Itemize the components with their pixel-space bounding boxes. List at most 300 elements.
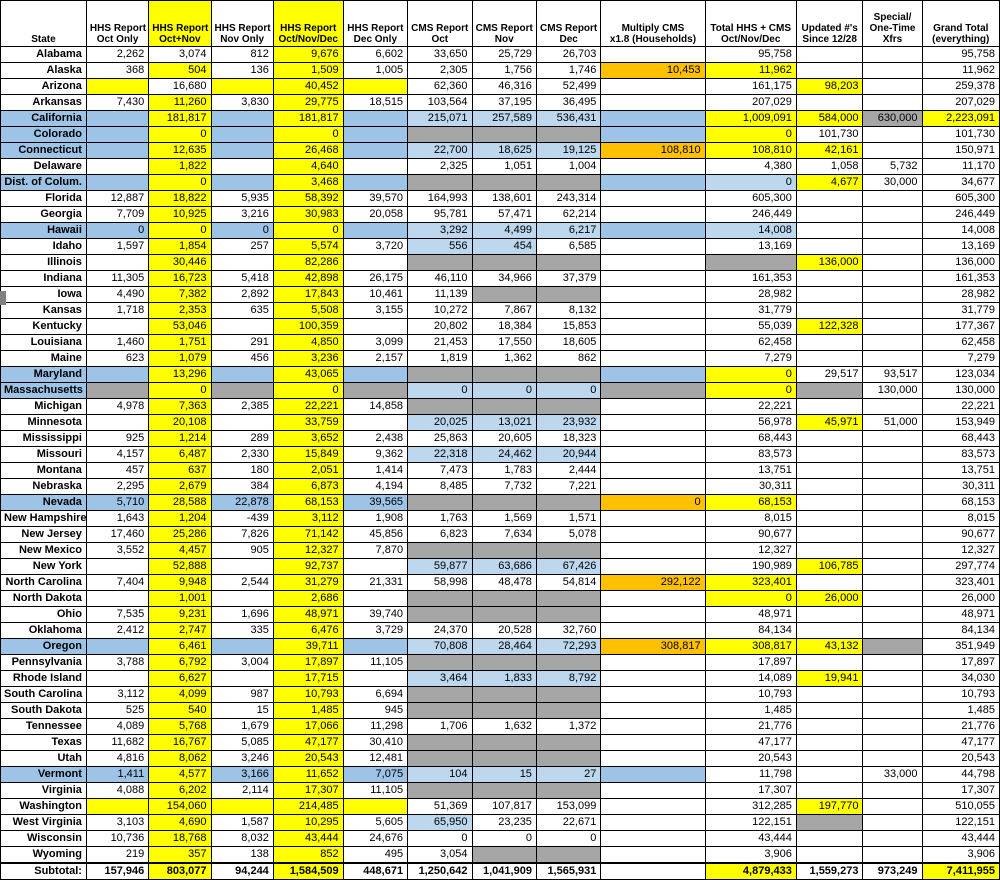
table-cell[interactable]: 5,732 [863, 159, 922, 175]
table-cell[interactable]: 20,543 [273, 751, 343, 767]
table-cell[interactable]: 43,444 [922, 831, 999, 847]
table-cell[interactable] [863, 399, 922, 415]
table-cell[interactable]: 22,221 [273, 399, 343, 415]
table-cell[interactable]: 3,099 [343, 335, 407, 351]
table-cell[interactable]: 8,485 [408, 479, 472, 495]
table-cell[interactable]: 0 [211, 223, 273, 239]
table-cell[interactable]: 10,736 [86, 831, 148, 847]
table-cell[interactable] [601, 623, 705, 639]
row-header-state[interactable]: Oklahoma [1, 623, 87, 639]
table-cell[interactable]: 8,015 [705, 511, 796, 527]
table-cell[interactable] [408, 367, 472, 383]
table-cell[interactable] [86, 255, 148, 271]
table-cell[interactable]: 11,105 [343, 783, 407, 799]
row-header-state[interactable]: Texas [1, 735, 87, 751]
table-cell[interactable]: 6,823 [408, 527, 472, 543]
table-cell[interactable] [472, 399, 536, 415]
table-cell[interactable] [796, 271, 863, 287]
table-cell[interactable]: 136,000 [922, 255, 999, 271]
row-header-state[interactable]: North Carolina [1, 575, 87, 591]
table-cell[interactable] [343, 415, 407, 431]
table-cell[interactable]: 635 [211, 303, 273, 319]
table-cell[interactable]: 197,770 [796, 799, 863, 815]
table-cell[interactable]: 18,768 [149, 831, 211, 847]
table-cell[interactable]: 3,830 [211, 95, 273, 111]
table-cell[interactable]: 5,710 [86, 495, 148, 511]
table-cell[interactable]: 12,327 [922, 543, 999, 559]
table-cell[interactable]: 308,817 [601, 639, 705, 655]
table-cell[interactable]: 3,074 [149, 47, 211, 63]
table-cell[interactable]: 1,485 [922, 703, 999, 719]
table-cell[interactable]: 130,000 [922, 383, 999, 399]
table-cell[interactable] [796, 191, 863, 207]
table-cell[interactable]: 6,585 [536, 239, 600, 255]
table-cell[interactable]: 8,132 [536, 303, 600, 319]
table-cell[interactable]: 71,142 [273, 527, 343, 543]
table-cell[interactable]: 42,161 [796, 143, 863, 159]
table-cell[interactable] [86, 559, 148, 575]
row-header-state[interactable]: Minnesota [1, 415, 87, 431]
table-cell[interactable]: 1,001 [149, 591, 211, 607]
table-cell[interactable] [536, 399, 600, 415]
table-cell[interactable] [211, 591, 273, 607]
table-cell[interactable] [536, 607, 600, 623]
table-cell[interactable] [863, 47, 922, 63]
table-cell[interactable] [863, 447, 922, 463]
table-cell[interactable]: 95,758 [922, 47, 999, 63]
table-cell[interactable]: 62,214 [536, 207, 600, 223]
table-cell[interactable] [536, 543, 600, 559]
table-cell[interactable] [796, 687, 863, 703]
table-cell[interactable] [536, 687, 600, 703]
table-cell[interactable]: 1,696 [211, 607, 273, 623]
table-cell[interactable] [796, 575, 863, 591]
table-cell[interactable] [863, 575, 922, 591]
table-cell[interactable] [863, 623, 922, 639]
table-cell[interactable]: 862 [536, 351, 600, 367]
table-cell[interactable]: 28,588 [149, 495, 211, 511]
table-cell[interactable]: 45,971 [796, 415, 863, 431]
table-cell[interactable]: 4,677 [796, 175, 863, 191]
table-cell[interactable]: 17,843 [273, 287, 343, 303]
table-cell[interactable]: 1,058 [796, 159, 863, 175]
table-cell[interactable] [408, 687, 472, 703]
table-cell[interactable]: 62,360 [408, 79, 472, 95]
table-cell[interactable] [796, 47, 863, 63]
subtotal-cell[interactable]: 7,411,955 [922, 863, 999, 880]
table-cell[interactable]: 4,690 [149, 815, 211, 831]
col-header-hhs-nov[interactable]: HHS Report Nov Only [211, 1, 273, 47]
table-cell[interactable]: 215,071 [408, 111, 472, 127]
table-cell[interactable] [408, 783, 472, 799]
table-cell[interactable]: 289 [211, 431, 273, 447]
table-cell[interactable] [601, 351, 705, 367]
table-cell[interactable] [86, 799, 148, 815]
table-cell[interactable] [536, 495, 600, 511]
row-header-state[interactable]: Wisconsin [1, 831, 87, 847]
table-cell[interactable] [863, 239, 922, 255]
table-cell[interactable]: 23,932 [536, 415, 600, 431]
table-cell[interactable]: 292,122 [601, 575, 705, 591]
table-cell[interactable] [536, 703, 600, 719]
row-header-state[interactable]: New Hampshire [1, 511, 87, 527]
table-cell[interactable]: 2,325 [408, 159, 472, 175]
table-cell[interactable]: 130,000 [863, 383, 922, 399]
table-cell[interactable] [408, 127, 472, 143]
table-cell[interactable] [211, 383, 273, 399]
table-cell[interactable]: 16,680 [149, 79, 211, 95]
table-cell[interactable]: 181,817 [149, 111, 211, 127]
table-cell[interactable]: 68,153 [922, 495, 999, 511]
table-cell[interactable]: 8,032 [211, 831, 273, 847]
table-cell[interactable] [86, 175, 148, 191]
table-cell[interactable] [863, 847, 922, 864]
table-cell[interactable] [796, 543, 863, 559]
table-cell[interactable]: 257,589 [472, 111, 536, 127]
table-cell[interactable]: 1,569 [472, 511, 536, 527]
table-cell[interactable] [796, 623, 863, 639]
col-header-cms-dec[interactable]: CMS Report Dec [536, 1, 600, 47]
row-header-state[interactable]: Kentucky [1, 319, 87, 335]
table-cell[interactable] [601, 799, 705, 815]
table-cell[interactable] [536, 367, 600, 383]
table-cell[interactable]: 24,462 [472, 447, 536, 463]
table-cell[interactable]: 17,460 [86, 527, 148, 543]
table-cell[interactable]: 1,204 [149, 511, 211, 527]
table-cell[interactable]: 161,353 [922, 271, 999, 287]
table-cell[interactable] [472, 735, 536, 751]
table-cell[interactable]: 4,088 [86, 783, 148, 799]
table-cell[interactable] [601, 511, 705, 527]
table-cell[interactable] [796, 335, 863, 351]
table-cell[interactable]: 93,517 [863, 367, 922, 383]
table-cell[interactable]: 368 [86, 63, 148, 79]
table-cell[interactable]: 100,359 [273, 319, 343, 335]
table-cell[interactable] [536, 287, 600, 303]
table-cell[interactable]: 26,175 [343, 271, 407, 287]
col-header-total-hhs-cms[interactable]: Total HHS + CMS Oct/Nov/Dec [705, 1, 796, 47]
table-cell[interactable] [863, 783, 922, 799]
subtotal-cell[interactable]: 1,041,909 [472, 863, 536, 880]
table-cell[interactable]: 7,826 [211, 527, 273, 543]
table-cell[interactable] [601, 559, 705, 575]
table-cell[interactable] [601, 335, 705, 351]
table-cell[interactable] [796, 479, 863, 495]
table-cell[interactable]: 4,640 [273, 159, 343, 175]
table-cell[interactable]: 18,323 [536, 431, 600, 447]
table-cell[interactable]: 4,577 [149, 767, 211, 783]
table-cell[interactable]: 84,134 [705, 623, 796, 639]
table-cell[interactable]: 17,307 [705, 783, 796, 799]
table-cell[interactable] [863, 207, 922, 223]
table-cell[interactable]: 3,236 [273, 351, 343, 367]
table-cell[interactable] [601, 815, 705, 831]
table-cell[interactable]: 3,155 [343, 303, 407, 319]
table-cell[interactable]: 14,008 [922, 223, 999, 239]
table-cell[interactable] [796, 399, 863, 415]
table-cell[interactable] [408, 655, 472, 671]
table-cell[interactable] [343, 639, 407, 655]
table-cell[interactable]: 812 [211, 47, 273, 63]
table-cell[interactable] [863, 79, 922, 95]
table-cell[interactable]: 16,767 [149, 735, 211, 751]
table-cell[interactable] [863, 223, 922, 239]
table-cell[interactable] [211, 415, 273, 431]
table-cell[interactable] [343, 79, 407, 95]
table-cell[interactable] [863, 543, 922, 559]
table-cell[interactable] [796, 735, 863, 751]
table-cell[interactable]: 154,060 [149, 799, 211, 815]
table-cell[interactable]: 11,260 [149, 95, 211, 111]
row-header-state[interactable]: North Dakota [1, 591, 87, 607]
table-cell[interactable]: 7,075 [343, 767, 407, 783]
table-cell[interactable] [601, 687, 705, 703]
table-cell[interactable]: 4,978 [86, 399, 148, 415]
table-cell[interactable] [408, 399, 472, 415]
table-cell[interactable]: 4,850 [273, 335, 343, 351]
table-cell[interactable] [211, 159, 273, 175]
table-cell[interactable] [863, 127, 922, 143]
table-cell[interactable]: 1,756 [472, 63, 536, 79]
table-cell[interactable]: 46,110 [408, 271, 472, 287]
table-cell[interactable]: 1,718 [86, 303, 148, 319]
table-cell[interactable]: 246,449 [922, 207, 999, 223]
row-header-state[interactable]: Oregon [1, 639, 87, 655]
table-cell[interactable]: 4,089 [86, 719, 148, 735]
table-cell[interactable]: 9,362 [343, 447, 407, 463]
table-cell[interactable]: 20,025 [408, 415, 472, 431]
table-cell[interactable]: 3,906 [705, 847, 796, 864]
row-header-state[interactable]: Utah [1, 751, 87, 767]
table-cell[interactable]: 4,457 [149, 543, 211, 559]
table-cell[interactable]: 18,515 [343, 95, 407, 111]
row-header-state[interactable]: New Jersey [1, 527, 87, 543]
table-cell[interactable]: 22,700 [408, 143, 472, 159]
table-cell[interactable] [211, 799, 273, 815]
table-cell[interactable]: 2,305 [408, 63, 472, 79]
table-cell[interactable]: 54,814 [536, 575, 600, 591]
table-cell[interactable]: 584,000 [796, 111, 863, 127]
table-cell[interactable] [536, 127, 600, 143]
table-cell[interactable] [796, 63, 863, 79]
table-cell[interactable]: 0 [273, 383, 343, 399]
table-cell[interactable] [408, 495, 472, 511]
subtotal-cell[interactable]: 4,879,433 [705, 863, 796, 880]
table-cell[interactable]: 4,157 [86, 447, 148, 463]
table-cell[interactable]: 1,214 [149, 431, 211, 447]
table-cell[interactable] [408, 751, 472, 767]
table-cell[interactable]: 34,677 [922, 175, 999, 191]
table-cell[interactable] [86, 319, 148, 335]
table-cell[interactable]: 136 [211, 63, 273, 79]
row-header-state[interactable]: Nevada [1, 495, 87, 511]
table-cell[interactable] [472, 287, 536, 303]
table-cell[interactable] [343, 559, 407, 575]
row-header-state[interactable]: Hawaii [1, 223, 87, 239]
table-cell[interactable]: 26,000 [922, 591, 999, 607]
col-header-cms-oct[interactable]: CMS Report Oct [408, 1, 472, 47]
table-cell[interactable]: 25,729 [472, 47, 536, 63]
table-cell[interactable] [86, 143, 148, 159]
table-cell[interactable]: 43,444 [273, 831, 343, 847]
table-cell[interactable] [472, 847, 536, 864]
table-cell[interactable]: 1,783 [472, 463, 536, 479]
table-cell[interactable] [472, 703, 536, 719]
table-cell[interactable] [863, 559, 922, 575]
table-cell[interactable]: 30,000 [863, 175, 922, 191]
table-cell[interactable]: 84,134 [922, 623, 999, 639]
table-cell[interactable]: 1,362 [472, 351, 536, 367]
row-header-state[interactable]: West Virginia [1, 815, 87, 831]
table-cell[interactable] [863, 591, 922, 607]
table-cell[interactable] [601, 223, 705, 239]
table-cell[interactable]: 11,962 [922, 63, 999, 79]
table-cell[interactable] [796, 383, 863, 399]
row-header-state[interactable]: Maine [1, 351, 87, 367]
table-cell[interactable] [601, 655, 705, 671]
table-cell[interactable] [705, 255, 796, 271]
table-cell[interactable] [472, 255, 536, 271]
table-cell[interactable] [796, 831, 863, 847]
table-cell[interactable]: 48,971 [922, 607, 999, 623]
table-cell[interactable] [796, 447, 863, 463]
row-header-state[interactable]: Vermont [1, 767, 87, 783]
table-cell[interactable] [796, 223, 863, 239]
table-cell[interactable]: 43,132 [796, 639, 863, 655]
table-cell[interactable]: 36,495 [536, 95, 600, 111]
subtotal-cell[interactable]: 803,077 [149, 863, 211, 880]
table-cell[interactable]: 20,528 [472, 623, 536, 639]
table-cell[interactable]: 214,485 [273, 799, 343, 815]
table-cell[interactable] [472, 127, 536, 143]
table-cell[interactable] [601, 255, 705, 271]
table-cell[interactable]: 10,461 [343, 287, 407, 303]
table-cell[interactable]: 323,401 [705, 575, 796, 591]
table-cell[interactable]: 1,751 [149, 335, 211, 351]
table-cell[interactable]: 11,298 [343, 719, 407, 735]
table-cell[interactable]: 19,125 [536, 143, 600, 159]
table-cell[interactable]: 1,763 [408, 511, 472, 527]
table-cell[interactable]: 7,634 [472, 527, 536, 543]
table-cell[interactable] [536, 655, 600, 671]
table-cell[interactable] [86, 127, 148, 143]
row-header-state[interactable]: Montana [1, 463, 87, 479]
table-cell[interactable]: 207,029 [922, 95, 999, 111]
table-cell[interactable]: -439 [211, 511, 273, 527]
table-cell[interactable]: 0 [705, 127, 796, 143]
table-cell[interactable]: 7,473 [408, 463, 472, 479]
table-cell[interactable]: 9,231 [149, 607, 211, 623]
table-cell[interactable]: 12,635 [149, 143, 211, 159]
table-cell[interactable]: 27 [536, 767, 600, 783]
table-cell[interactable]: 24,676 [343, 831, 407, 847]
table-cell[interactable] [863, 815, 922, 831]
table-cell[interactable] [796, 527, 863, 543]
table-cell[interactable] [472, 607, 536, 623]
table-cell[interactable] [863, 63, 922, 79]
table-cell[interactable] [863, 495, 922, 511]
table-cell[interactable]: 25,863 [408, 431, 472, 447]
table-cell[interactable]: 10,793 [273, 687, 343, 703]
table-cell[interactable]: 103,564 [408, 95, 472, 111]
table-cell[interactable]: 14,008 [705, 223, 796, 239]
table-cell[interactable]: 14,089 [705, 671, 796, 687]
table-cell[interactable]: 33,000 [863, 767, 922, 783]
table-cell[interactable] [536, 847, 600, 864]
table-cell[interactable]: 11,652 [273, 767, 343, 783]
table-cell[interactable] [536, 735, 600, 751]
table-cell[interactable] [601, 367, 705, 383]
table-cell[interactable] [863, 255, 922, 271]
table-cell[interactable] [601, 447, 705, 463]
table-cell[interactable]: 3,112 [273, 511, 343, 527]
table-cell[interactable]: 62,458 [922, 335, 999, 351]
table-cell[interactable]: 72,293 [536, 639, 600, 655]
table-cell[interactable] [601, 719, 705, 735]
col-header-grand-total[interactable]: Grand Total (everything) [922, 1, 999, 47]
row-header-state[interactable]: Alaska [1, 63, 87, 79]
table-cell[interactable] [601, 847, 705, 864]
table-cell[interactable]: 39,565 [343, 495, 407, 511]
table-cell[interactable]: 30,983 [273, 207, 343, 223]
subtotal-cell[interactable]: 1,250,642 [408, 863, 472, 880]
table-cell[interactable]: 21,776 [922, 719, 999, 735]
table-cell[interactable]: 30,311 [705, 479, 796, 495]
table-cell[interactable]: 17,897 [705, 655, 796, 671]
table-cell[interactable]: 1,587 [211, 815, 273, 831]
table-cell[interactable]: 630,000 [863, 111, 922, 127]
row-header-state[interactable]: Washington [1, 799, 87, 815]
table-cell[interactable]: 95,781 [408, 207, 472, 223]
table-cell[interactable] [601, 239, 705, 255]
table-cell[interactable]: 2,686 [273, 591, 343, 607]
table-cell[interactable] [863, 687, 922, 703]
col-header-state[interactable]: State [1, 1, 87, 47]
table-cell[interactable]: 0 [149, 383, 211, 399]
table-cell[interactable] [601, 383, 705, 399]
row-header-state[interactable]: California [1, 111, 87, 127]
table-cell[interactable] [408, 735, 472, 751]
table-cell[interactable]: 59,877 [408, 559, 472, 575]
table-cell[interactable] [863, 511, 922, 527]
table-cell[interactable]: 12,327 [273, 543, 343, 559]
table-cell[interactable]: 161,353 [705, 271, 796, 287]
table-cell[interactable]: 15 [211, 703, 273, 719]
table-cell[interactable]: 90,677 [922, 527, 999, 543]
table-cell[interactable]: 11,170 [922, 159, 999, 175]
table-cell[interactable]: 3,166 [211, 767, 273, 783]
table-cell[interactable]: 13,169 [922, 239, 999, 255]
table-cell[interactable] [343, 383, 407, 399]
table-cell[interactable]: 31,279 [273, 575, 343, 591]
row-header-state[interactable]: Georgia [1, 207, 87, 223]
table-cell[interactable]: 47,177 [922, 735, 999, 751]
table-cell[interactable]: 11,962 [705, 63, 796, 79]
table-cell[interactable]: 70,808 [408, 639, 472, 655]
table-cell[interactable]: 13,169 [705, 239, 796, 255]
table-cell[interactable]: 62,458 [705, 335, 796, 351]
row-header-state[interactable]: Iowa [1, 287, 87, 303]
table-cell[interactable]: 104 [408, 767, 472, 783]
table-cell[interactable]: 2,385 [211, 399, 273, 415]
table-cell[interactable] [601, 287, 705, 303]
table-cell[interactable]: 925 [86, 431, 148, 447]
table-cell[interactable] [796, 431, 863, 447]
table-cell[interactable]: 2,544 [211, 575, 273, 591]
table-cell[interactable]: 51,000 [863, 415, 922, 431]
table-cell[interactable]: 2,438 [343, 431, 407, 447]
table-cell[interactable] [863, 735, 922, 751]
